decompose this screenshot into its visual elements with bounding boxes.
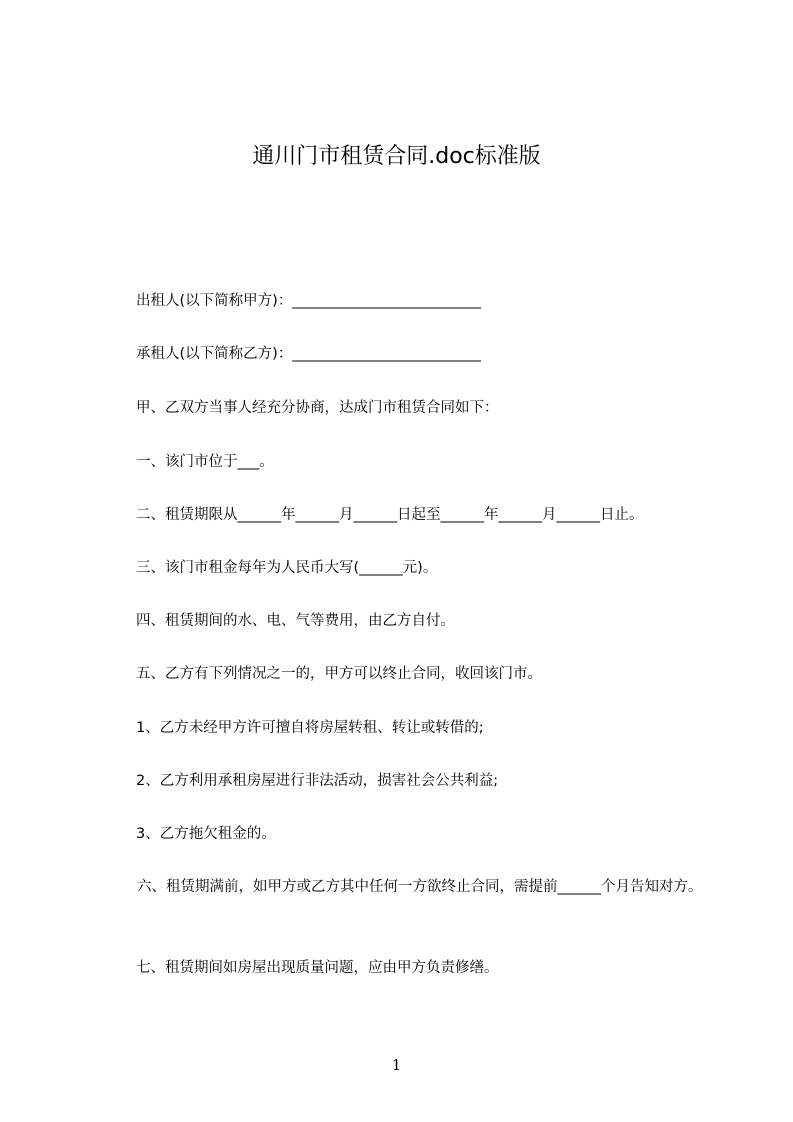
clause-5: 五、乙方有下列情况之一的，甲方可以终止合同，收回该门市。 xyxy=(136,666,542,682)
document-title: 通川门市租赁合同.doc标准版 xyxy=(252,144,541,169)
page-number: 1 xyxy=(391,1056,402,1074)
clause-6: 六、租赁期满前，如甲方或乙方其中任何一方欲终止合同，需提前______个月告知对方。 xyxy=(137,879,703,895)
clause-4: 四、租赁期间的水、电、气等费用，由乙方自付。 xyxy=(136,613,455,629)
lessor-line: 出租人(以下简称甲方)：__________________________ xyxy=(136,293,481,309)
clause-5-item-2: 2、乙方利用承租房屋进行非法活动，损害社会公共利益; xyxy=(136,773,499,789)
clause-7: 七、租赁期间如房屋出现质量问题，应由甲方负责修缮。 xyxy=(136,960,499,976)
lessee-line: 承租人(以下简称乙方)：__________________________ xyxy=(136,346,481,362)
clause-1: 一、该门市位于___。 xyxy=(136,454,274,470)
clause-2: 二、租赁期限从______年______月______日起至______年______月______日止。 xyxy=(136,507,644,523)
clause-5-item-1: 1、乙方未经甲方许可擅自将房屋转租、转让或转借的; xyxy=(136,720,484,736)
agreement-intro: 甲、乙双方当事人经充分协商，达成门市租赁合同如下： xyxy=(136,400,499,416)
clause-3: 三、该门市租金每年为人民币大写(______元)。 xyxy=(136,560,438,576)
clause-5-item-3: 3、乙方拖欠租金的。 xyxy=(136,826,276,842)
